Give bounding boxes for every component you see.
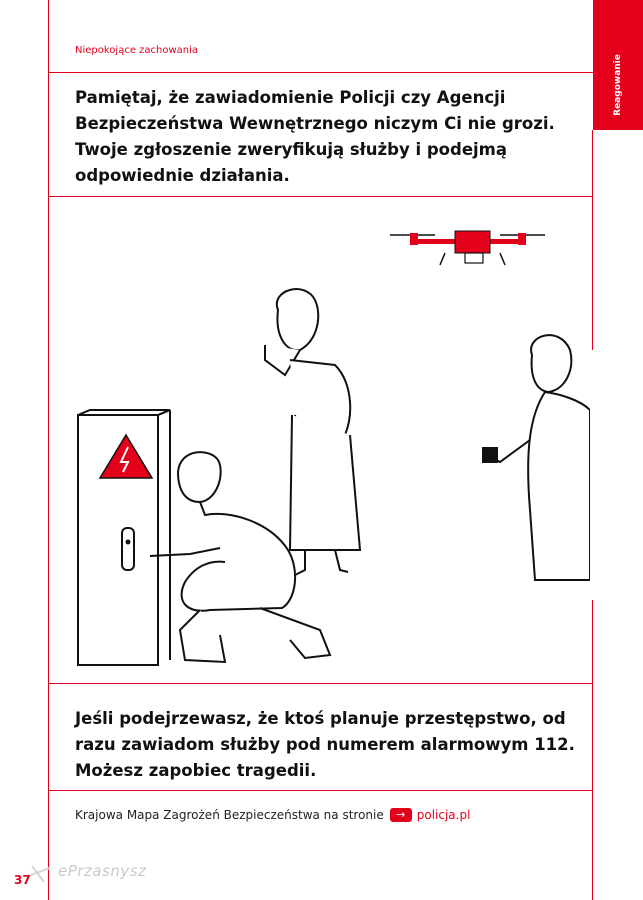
footer-text: Krajowa Mapa Zagrożeń Bezpieczeństwa na stronie	[75, 808, 384, 822]
header-divider	[48, 72, 593, 73]
illustration	[60, 210, 590, 680]
warning-divider	[48, 790, 593, 791]
section-tab-label: Reagowanie	[613, 54, 623, 116]
footer	[75, 808, 470, 822]
person-remote-control-icon	[483, 335, 590, 580]
illustration-divider	[48, 683, 593, 684]
watermark-text: ePrzasnysz	[58, 862, 147, 880]
lead-divider	[48, 196, 593, 197]
footer-link[interactable]: policja.pl	[416, 808, 471, 822]
warning-paragraph: Jeśli podejrzewasz, że ktoś planuje przestępstwo, od razu zawiadom służby pod numerem alarmowym 112. Możesz zapobiec tragedii.	[75, 709, 575, 780]
drone-icon	[390, 231, 545, 265]
right-margin-line	[592, 130, 593, 350]
section-label: Niepokojące zachowania	[75, 45, 199, 56]
left-margin-line	[48, 0, 49, 900]
lead-paragraph: Pamiętaj, że zawiadomienie Policji czy Agencji Bezpieczeństwa Wewnętrznego niczym Ci nie grozi. Twoje zgłoszenie zweryfikują służby i podejmą odpowiednie działania.	[75, 88, 555, 185]
arrow-right-icon: →	[390, 808, 412, 822]
right-margin-line-lower	[592, 600, 593, 900]
page-number: 37	[14, 873, 31, 887]
person-phone-icon	[265, 289, 360, 575]
